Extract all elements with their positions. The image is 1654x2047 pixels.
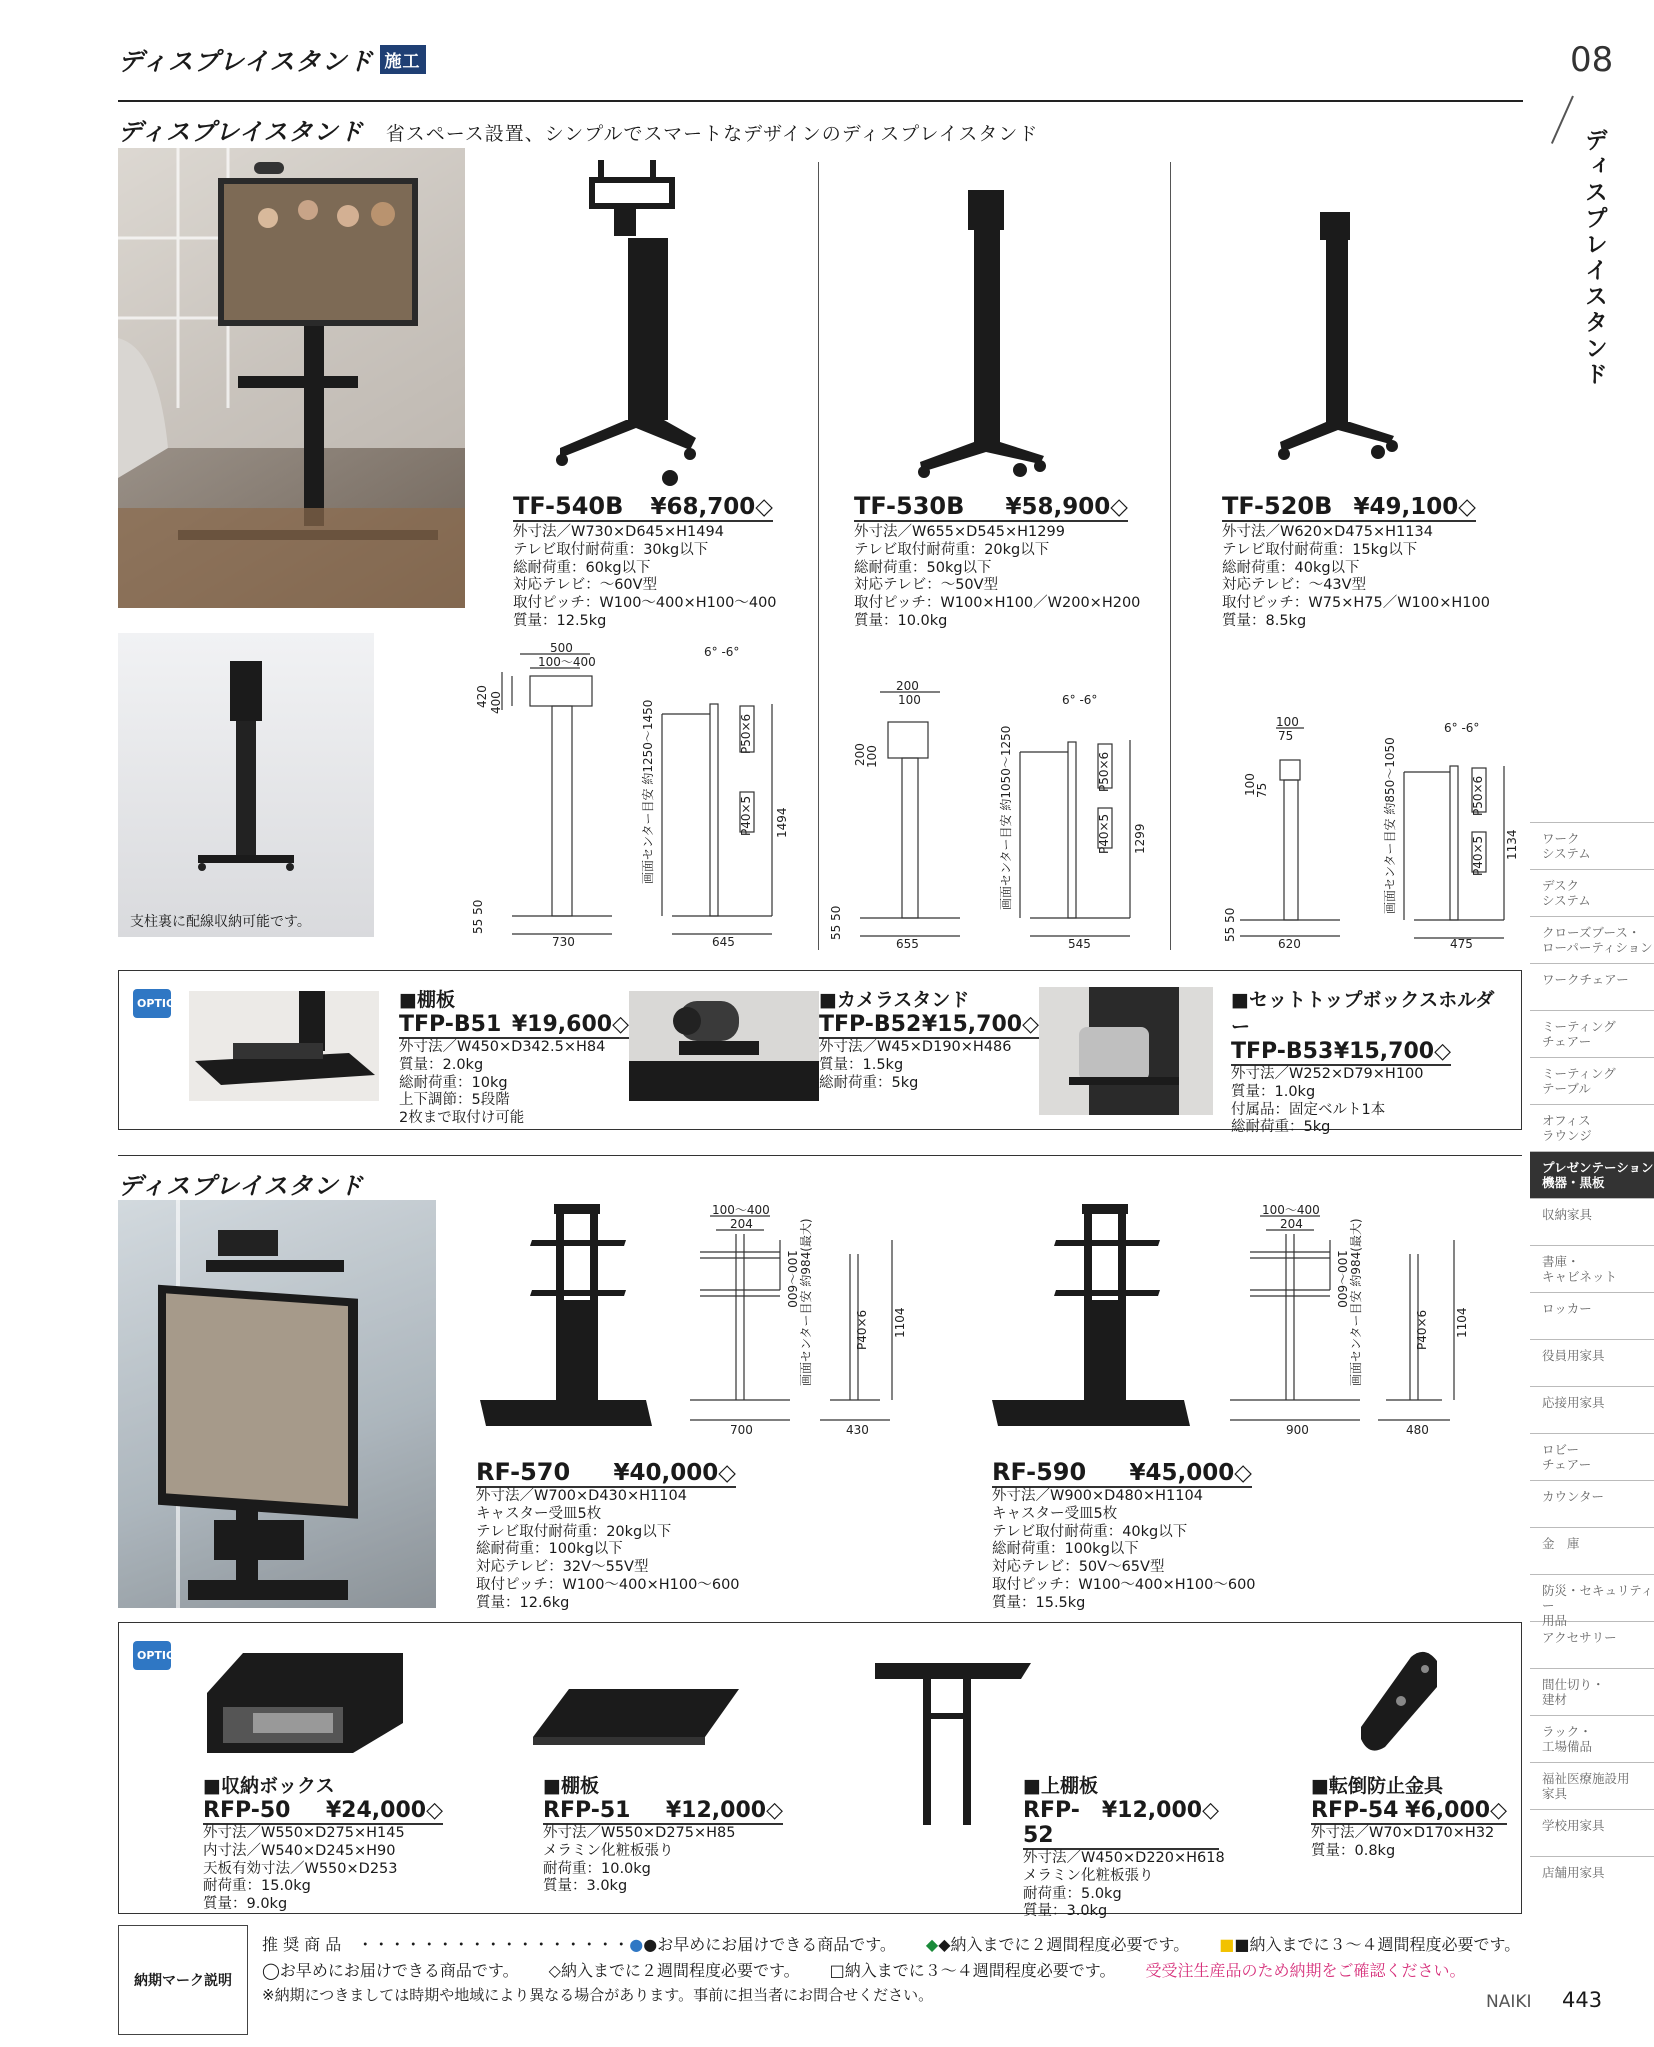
spec-line: 質量：3.0kg: [543, 1878, 628, 1895]
shelf-board-image: [529, 1683, 749, 1763]
dim-vpitch: 100～600: [785, 1250, 799, 1308]
dim-p1: P50×6: [739, 713, 753, 754]
side-index-item[interactable]: デスク システム: [1530, 869, 1654, 916]
side-index-item[interactable]: カウンター: [1530, 1480, 1654, 1527]
dim-h1: 200: [853, 743, 867, 766]
rear-stand-illustration: [118, 633, 374, 893]
option-price: ¥12,000◇: [665, 1798, 783, 1823]
option-code: RFP-50: [203, 1798, 291, 1823]
dim-p: P40×6: [1415, 1309, 1429, 1350]
section2-title: ディスプレイスタンド: [118, 1172, 364, 1200]
dim-height: 1494: [775, 807, 789, 838]
option-rfp-54: [1311, 1771, 1507, 1861]
chapter-number: 08: [1570, 40, 1614, 80]
tf520b-product-image: [1260, 208, 1420, 468]
side-index-item[interactable]: ミーティング チェアー: [1530, 1010, 1654, 1057]
option-name: ■カメラスタンド: [819, 989, 970, 1011]
camera-stand-illustration: [629, 991, 819, 1101]
side-index-item[interactable]: 間仕切り・ 建材: [1530, 1668, 1654, 1715]
dim-center: 画面センター目安 約984(最大): [799, 1218, 813, 1386]
option-name: ■セットトップボックスホルダー: [1231, 989, 1495, 1038]
spec-line: 質量：9.0kg: [203, 1896, 288, 1913]
dim-height: 1299: [1133, 823, 1147, 854]
rf570-dimension-drawing: [680, 1200, 980, 1440]
spec-line: 質量：1.5kg: [819, 1056, 904, 1073]
legend-note: ※納期につきましては時期や地域により異なる場合があります。事前に担当者にお問合せください。: [262, 1986, 934, 2004]
product-specs: [513, 524, 777, 631]
dim-h1: 100: [1243, 773, 1257, 796]
dim-height: 1104: [893, 1307, 907, 1338]
column-divider-2: [1170, 162, 1171, 950]
spec-line: 内寸法／W540×D245×H90: [203, 1842, 396, 1859]
legend-diamond-filled-icon: ◆: [925, 1935, 939, 1954]
side-index-item[interactable]: ワーク システム: [1530, 822, 1654, 869]
spec-line: 外寸法／W450×D342.5×H84: [399, 1039, 606, 1055]
dim-inner: 204: [730, 1217, 753, 1231]
stb-holder-illustration: [1039, 987, 1213, 1115]
spec-line: 天板有効寸法／W550×D253: [203, 1860, 398, 1877]
dim-h2: 75: [1255, 782, 1269, 798]
shelf-photo: [189, 991, 379, 1101]
camera-stand-photo: [629, 991, 819, 1101]
option-code: RFP-54: [1311, 1798, 1399, 1823]
legend-row-2: [262, 1958, 1466, 1981]
rf590-dimension-drawing: [1210, 1200, 1510, 1440]
product-code: RF-570: [476, 1458, 571, 1486]
side-index-item[interactable]: ミーティング テーブル: [1530, 1057, 1654, 1104]
spec-line: 取付ピッチ：W100～400×H100～400: [513, 595, 777, 612]
product-rule: [1222, 520, 1476, 522]
stb-holder-photo: [1039, 987, 1213, 1115]
dim-w: 900: [1286, 1423, 1309, 1437]
option-specs: [1311, 1825, 1507, 1861]
dim-base: 55 50: [1223, 907, 1237, 942]
spec-line: 外寸法／W45×D190×H486: [819, 1039, 1012, 1055]
dim-center: 画面センター目安 約984(最大): [1349, 1218, 1363, 1386]
option-rfp-51: [543, 1771, 783, 1896]
product-code: TF-540B: [513, 492, 624, 520]
tf520b-dimension-drawing: [1204, 716, 1524, 950]
option-tfp-b51: [399, 985, 629, 1128]
side-index-item[interactable]: ラック・ 工場備品: [1530, 1715, 1654, 1762]
dim-h1: 420: [475, 685, 489, 708]
dim-height: 1104: [1455, 1307, 1469, 1338]
option-specs: [399, 1039, 629, 1128]
product-rf590: [992, 1458, 1256, 1613]
option-specs: [203, 1825, 443, 1914]
dim-pitch: 100～400: [1262, 1203, 1320, 1217]
spec-line: テレビ取付耐荷重：20kg以下: [476, 1523, 672, 1540]
tf530b-product-image: [900, 180, 1070, 480]
rf590-product-image: [988, 1200, 1198, 1430]
dim-d: 430: [846, 1423, 869, 1437]
side-index-item[interactable]: 応接用家具: [1530, 1386, 1654, 1433]
side-index-item[interactable]: クローズブース・ ローパーティション: [1530, 916, 1654, 963]
dim-d: 475: [1450, 937, 1473, 951]
option-code: RFP-51: [543, 1798, 631, 1823]
dim-tilt: 6° -6°: [1444, 721, 1480, 735]
option-specs: [1231, 1066, 1501, 1137]
spec-line: 外寸法／W655×D545×H1299: [854, 524, 1065, 540]
page-number: 443: [1562, 1988, 1603, 2012]
spec-line: 対応テレビ：50V～65V型: [992, 1559, 1165, 1576]
dim-pitch: 75: [1278, 729, 1294, 743]
dim-pitch: 100: [898, 693, 921, 707]
side-index-item[interactable]: 役員用家具: [1530, 1339, 1654, 1386]
option-tfp-b53: [1231, 985, 1501, 1137]
brand-name: NAIKI: [1486, 1992, 1532, 2012]
spec-line: 外寸法／W550×D275×H145: [203, 1825, 405, 1841]
spec-line: 耐荷重：5.0kg: [1023, 1885, 1122, 1902]
product-code: RF-590: [992, 1458, 1087, 1486]
spec-line: 対応テレビ：～60V型: [513, 577, 658, 594]
product-tf520b: [1222, 492, 1490, 631]
dim-w: 655: [896, 937, 919, 951]
option-price: ¥6,000◇: [1405, 1798, 1507, 1823]
spec-line: 総耐荷重：60kg以下: [513, 559, 651, 576]
dim-pitch: 100～400: [538, 655, 596, 669]
spec-line: 総耐荷重：100kg以下: [992, 1541, 1139, 1558]
glass-room-illustration: [118, 1200, 436, 1608]
dim-base: 55 50: [471, 899, 485, 934]
spec-line: 取付ピッチ：W100×H100／W200×H200: [854, 595, 1141, 612]
spec-line: 2枚まで取付け可能: [399, 1110, 525, 1127]
legend-square-outline: □納入までに３～４週間程度必要です。: [829, 1961, 1116, 1980]
spec-line: 質量：12.6kg: [476, 1594, 570, 1611]
side-index-item[interactable]: 福祉医療施設用 家具: [1530, 1762, 1654, 1809]
vertical-section-title: ディスプレイスタンド: [1581, 128, 1607, 388]
dim-width: 500: [550, 641, 573, 655]
product-specs: [476, 1488, 740, 1613]
legend-recommended: 推 奨 商 品 ・・・・・・・・・・・・・・・・・: [262, 1935, 630, 1954]
product-code: TF-530B: [854, 492, 965, 520]
option-box-1: [118, 970, 1522, 1136]
product-tf540b: [513, 492, 777, 631]
spec-line: 質量：12.5kg: [513, 612, 607, 629]
product-rule: [513, 520, 773, 522]
option-price: ¥12,000◇: [1101, 1798, 1219, 1823]
spec-line: 外寸法／W730×D645×H1494: [513, 524, 724, 540]
dim-tilt: 6° -6°: [1062, 693, 1098, 707]
office-scene-illustration: [118, 148, 465, 608]
option-specs: [543, 1825, 783, 1896]
option-box-2: [118, 1622, 1522, 1920]
dim-w: 620: [1278, 937, 1301, 951]
option-code: RFP-52: [1023, 1798, 1080, 1848]
section1-title: [118, 112, 1038, 147]
spec-line: テレビ取付耐荷重：20kg以下: [854, 541, 1050, 558]
legend-blue-text: ●お早めにお届けできる商品です。: [643, 1935, 896, 1954]
spec-line: 総耐荷重：50kg以下: [854, 559, 992, 576]
side-index-item[interactable]: 金 庫: [1530, 1527, 1654, 1574]
option-specs: [1023, 1850, 1225, 1921]
tf530b-dimension-drawing: [829, 679, 1150, 951]
side-index: [1530, 822, 1654, 1903]
legend-diamond-outline: ◇納入までに２週間程度必要です。: [548, 1961, 800, 1980]
spec-line: 取付ピッチ：W100～400×H100～600: [476, 1576, 740, 1593]
spec-line: 取付ピッチ：W100～400×H100～600: [992, 1576, 1256, 1593]
spec-line: 質量：10.0kg: [854, 612, 948, 629]
spec-line: 質量：0.8kg: [1311, 1842, 1396, 1859]
spec-line: キャスター受皿5枚: [476, 1505, 602, 1522]
side-index-item[interactable]: 防災・セキュリティー 用品: [1530, 1574, 1654, 1621]
product-tf530b: [854, 492, 1141, 631]
dim-inner: 204: [1280, 1217, 1303, 1231]
dim-width: 200: [896, 679, 919, 693]
page-category-title: [118, 42, 426, 78]
tf540b-product-image: [540, 158, 720, 478]
product-price: ¥40,000◇: [613, 1460, 736, 1486]
spec-line: 総耐荷重：5kg: [819, 1074, 919, 1091]
spec-line: 外寸法／W620×D475×H1134: [1222, 524, 1433, 540]
rear-view-caption: 支柱裏に配線収納可能です。: [130, 914, 311, 930]
product-specs: [992, 1488, 1256, 1613]
legend-square-filled-icon: ■: [1219, 1935, 1235, 1954]
product-price: ¥49,100◇: [1353, 494, 1476, 520]
legend-order-made: 受受注生産品のため納期をご確認ください。: [1145, 1961, 1466, 1980]
side-index-item[interactable]: 収納家具: [1530, 1198, 1654, 1245]
option-specs: [819, 1039, 1039, 1092]
product-price: ¥45,000◇: [1129, 1460, 1252, 1486]
section1-tagline: 省スペース設置、シンプルでスマートなデザインのディスプレイスタンド: [385, 123, 1039, 145]
spec-line: 質量：3.0kg: [1023, 1903, 1108, 1920]
spec-line: テレビ取付耐荷重：15kg以下: [1222, 541, 1418, 558]
dim-width: 100: [1276, 715, 1299, 729]
spec-line: 外寸法／W450×D220×H618: [1023, 1850, 1225, 1866]
section1-title-text: ディスプレイスタンド: [118, 118, 364, 146]
spec-line: メラミン化粧板張り: [1023, 1867, 1154, 1884]
side-index-item[interactable]: ロッカー: [1530, 1292, 1654, 1339]
spec-line: テレビ取付耐荷重：30kg以下: [513, 541, 709, 558]
product-price: ¥58,900◇: [1005, 494, 1128, 520]
rf570-product-image: [476, 1200, 666, 1430]
anti-tip-bracket-image: [1341, 1647, 1451, 1757]
side-index-item[interactable]: プレゼンテーション 機器・黒板: [1530, 1151, 1654, 1198]
legend-circle-outline: ◯お早めにお届けできる商品です。: [262, 1961, 519, 1980]
product-price: ¥68,700◇: [650, 494, 773, 520]
delivery-legend-label: 納期マーク説明: [118, 1925, 248, 2035]
side-index-item[interactable]: アクセサリー: [1530, 1621, 1654, 1668]
spec-line: 質量：8.5kg: [1222, 612, 1307, 629]
option-rfp-50: [203, 1771, 443, 1914]
dim-d: 545: [1068, 937, 1091, 951]
spec-line: 質量：15.5kg: [992, 1594, 1086, 1611]
spec-line: 外寸法／W550×D275×H85: [543, 1825, 736, 1841]
spec-line: テレビ取付耐荷重：40kg以下: [992, 1523, 1188, 1540]
dim-vpitch: 100～600: [1335, 1250, 1349, 1308]
product-rf570: [476, 1458, 740, 1613]
spec-line: 総耐荷重：5kg: [1231, 1119, 1331, 1136]
product-specs: [854, 524, 1141, 631]
option-badge: OPTION: [133, 989, 171, 1018]
dim-w: 730: [552, 935, 575, 949]
spec-line: 外寸法／W900×D480×H1104: [992, 1488, 1203, 1504]
dim-w: 700: [730, 1423, 753, 1437]
dim-center: 画面センター目安 約850～1050: [1383, 737, 1397, 914]
dim-p1: P50×6: [1471, 775, 1485, 816]
spec-line: キャスター受皿5枚: [992, 1505, 1118, 1522]
spec-line: 耐荷重：15.0kg: [203, 1878, 311, 1895]
shelf-illustration: [189, 991, 379, 1101]
dim-height: 1134: [1505, 829, 1519, 860]
product-code: TF-520B: [1222, 492, 1333, 520]
chapter-divider: [1551, 96, 1574, 144]
spec-line: 対応テレビ：32V～55V型: [476, 1559, 649, 1576]
option-name: ■収納ボックス: [203, 1775, 335, 1797]
construction-badge: 施工: [380, 45, 426, 74]
spec-line: 総耐荷重：10kg: [399, 1074, 508, 1091]
option-price: ¥15,700◇: [921, 1012, 1039, 1037]
spec-line: 総耐荷重：40kg以下: [1222, 559, 1360, 576]
option-name: ■棚板: [399, 989, 455, 1011]
dim-d: 480: [1406, 1423, 1429, 1437]
upper-shelf-image: [871, 1657, 1041, 1827]
spec-line: 取付ピッチ：W75×H75／W100×H100: [1222, 595, 1490, 612]
rear-view-photo: [118, 633, 374, 937]
side-index-item[interactable]: 店舗用家具: [1530, 1856, 1654, 1903]
option-code: TFP-B52: [819, 1012, 922, 1037]
option-price: ¥19,600◇: [511, 1012, 629, 1037]
option-code: TFP-B53: [1231, 1039, 1334, 1064]
dim-center: 画面センター目安 約1050～1250: [999, 725, 1013, 910]
option-tfp-b52: [819, 985, 1039, 1092]
dim-p: P40×6: [855, 1309, 869, 1350]
side-index-item[interactable]: 書庫・ キャビネット: [1530, 1245, 1654, 1292]
dim-tilt: 6° -6°: [704, 645, 740, 659]
dim-p1: P50×6: [1097, 751, 1111, 792]
spec-line: 付属品：固定ベルト1本: [1231, 1101, 1386, 1118]
storage-box-image: [203, 1643, 413, 1773]
legend-dot-filled-icon: ●: [629, 1935, 644, 1954]
legend-row-1: [262, 1932, 1520, 1955]
dim-base: 55 50: [829, 905, 843, 940]
spec-line: 質量：1.0kg: [1231, 1083, 1316, 1100]
spec-line: 総耐荷重：100kg以下: [476, 1541, 623, 1558]
spec-line: 耐荷重：10.0kg: [543, 1860, 651, 1877]
dim-p2: P40×5: [739, 795, 753, 836]
product-specs: [1222, 524, 1490, 631]
dim-p2: P40×5: [1471, 835, 1485, 876]
dim-h2: 100: [865, 745, 879, 768]
section2-rule: [118, 1155, 1522, 1156]
option-code: TFP-B51: [399, 1012, 502, 1037]
option-name: ■上棚板: [1023, 1775, 1098, 1797]
option-price: ¥24,000◇: [325, 1798, 443, 1823]
dim-h2: 400: [489, 691, 503, 714]
option-name: ■棚板: [543, 1775, 599, 1797]
spec-line: 外寸法／W252×D79×H100: [1231, 1066, 1424, 1082]
glass-room-photo: [118, 1200, 436, 1608]
dim-d: 645: [712, 935, 735, 949]
category-text: ディスプレイスタンド: [118, 47, 374, 76]
side-index-item[interactable]: ロビー チェアー: [1530, 1433, 1654, 1480]
dim-p2: P40×5: [1097, 813, 1111, 854]
spec-line: 外寸法／W700×D430×H1104: [476, 1488, 687, 1504]
spec-line: 対応テレビ：～50V型: [854, 577, 999, 594]
tf540b-dimension-drawing: [471, 641, 802, 949]
side-index-item[interactable]: オフィス ラウンジ: [1530, 1104, 1654, 1151]
office-photo-tf540b: [118, 148, 465, 608]
legend-yellow-text: ■納入までに３～４週間程度必要です。: [1234, 1935, 1521, 1954]
spec-line: メラミン化粧板張り: [543, 1842, 674, 1859]
dim-pitch: 100～400: [712, 1203, 770, 1217]
option-price: ¥15,700◇: [1333, 1039, 1451, 1064]
spec-line: 上下調節：5段階: [399, 1092, 510, 1109]
option-name: ■転倒防止金具: [1311, 1775, 1443, 1797]
spec-line: 外寸法／W70×D170×H32: [1311, 1825, 1495, 1841]
product-rule: [854, 520, 1128, 522]
dim-center: 画面センター目安 約1250～1450: [641, 699, 655, 884]
option-rfp-52: [1023, 1771, 1225, 1921]
legend-green-text: ◆納入までに２週間程度必要です。: [938, 1935, 1190, 1954]
spec-line: 質量：2.0kg: [399, 1056, 484, 1073]
option-badge: OPTION: [133, 1641, 171, 1670]
spec-line: 対応テレビ：～43V型: [1222, 577, 1367, 594]
side-index-item[interactable]: 学校用家具: [1530, 1809, 1654, 1856]
side-index-item[interactable]: ワークチェアー: [1530, 963, 1654, 1010]
column-divider-1: [818, 162, 819, 950]
header-rule: [118, 100, 1523, 102]
